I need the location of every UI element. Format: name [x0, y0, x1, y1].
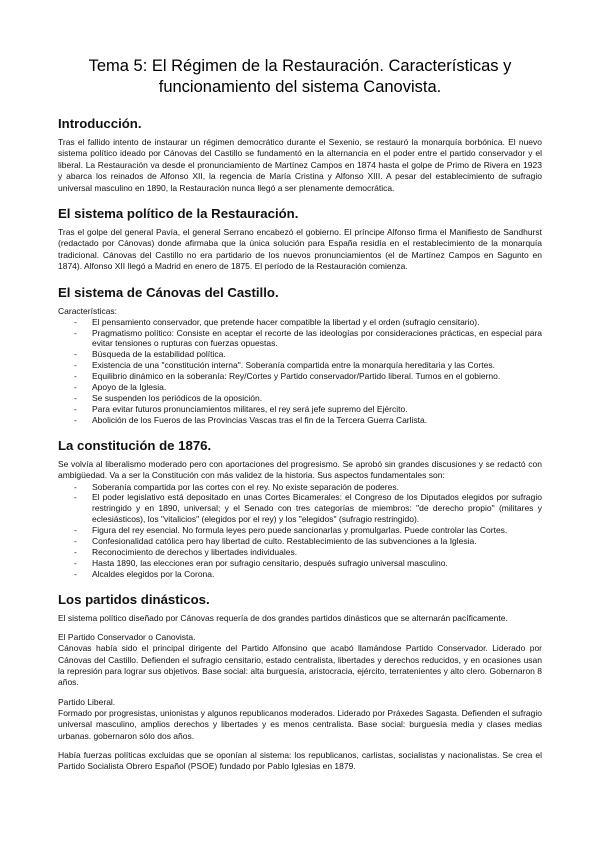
list-item: - El poder legislativo está depositado en unas Cortes Bicamerales: el Congreso de los Diputados elegidos por sufragio restringido y en 1890, universal; y el Senado con tres categorías de miembros: "de derecho propio" (militares y eclesiásticos), los "vitalicios" (elegidos por el rey) y los "elegidos" (sufragio restringido).: [92, 492, 542, 525]
document-title: Tema 5: El Régimen de la Restauración. Características y funcionamiento del sistema Canovista.: [88, 57, 512, 96]
partido-conservador-label: El Partido Conservador o Canovista.: [58, 632, 196, 643]
list-item: - Para evitar futuros pronunciamientos militares, el rey será jefe supremo del Ejército.: [92, 404, 542, 415]
list-item: - Confesionalidad católica pero hay libertad de culto. Restablecimiento de las subvenciones a la Iglesia.: [92, 536, 542, 547]
list-item: - El pensamiento conservador, que pretende hacer compatible la libertad y el orden (sufragio censitario).: [92, 317, 542, 328]
section-sistema-politico: [58, 206, 542, 273]
heading-introduccion: Introducción.: [58, 116, 142, 131]
paragraph-constitucion: Se volvía al liberalismo moderado pero con aportaciones del progresismo. Se aprobó sin grandes discusiones y se redactó con ambigüedad. Va a ser la Constitución con más validez de la historia. Sus aspectos fundamentales son:: [58, 458, 542, 481]
paragraph-introduccion: Tras el fallido intento de instaurar un régimen democrático durante el Sexenio, se restauró la monarquía borbónica. El nuevo sistema político ideado por Cánovas del Castillo se fundamentó en la alternancia en el poder entre el partido conservador y el liberal. La Restauración va desde el pronunciamiento de Martínez Campos en 1874 hasta el golpe de Primo de Rivera en 1923 y abarca los reinados de Alfonso XII, la regencia de María Cristina y Alfonso XIII. A pesar del establecimiento de sufragio universal masculino en 1890, la Restauración nunca llegó a ser plenamente democrática.: [58, 137, 542, 193]
list-item: - Soberanía compartida por las cortes con el rey. No existe separación de poderes.: [92, 482, 542, 493]
paragraph-partidos-intro: El sistema político diseñado por Cánovas requería de dos grandes partidos dinásticos que se alternarán pacíficamente.: [58, 612, 508, 623]
section-introduccion: [58, 116, 542, 194]
list-item: - Pragmatismo político: Consiste en aceptar el recorte de las ideologías por consideraciones prácticas, en especial para evitar tensiones o rupturas con fuerzas opuestas.: [92, 328, 542, 350]
list-item: - Apoyo de la Iglesia.: [92, 382, 542, 393]
heading-sistema-canovas: El sistema de Cánovas del Castillo.: [58, 284, 279, 300]
list-item: - Existencia de una "constitución interna". Soberanía compartida entre la monarquía hereditaria y las Cortes.: [92, 360, 542, 371]
partido-liberal-label: Partido Liberal.: [58, 696, 116, 707]
list-item: - Equilibrio dinámico en la soberanía: Rey/Cortes y Partido conservador/Partido liberal. Turnos en el gobierno.: [92, 371, 542, 382]
list-item: - Búsqueda de la estabilidad política.: [92, 349, 542, 360]
list-item: - Se suspenden los periódicos de la oposición.: [92, 393, 542, 404]
section-sistema-canovas: [58, 285, 542, 426]
list-item: - Alcaldes elegidos por la Corona.: [92, 569, 542, 580]
heading-constitucion: La constitución de 1876.: [58, 437, 212, 453]
paragraph-partido-liberal: Formado por progresistas, unionistas y algunos republicanos moderados. Liderado por Práxedes Sagasta. Defienden el sufragio universal masculino, amplios derechos y libertades y es menos centralista. Base social: burguesía media y clases medias urbanas. gobernaron sólo dos años.: [58, 707, 542, 741]
list-item: - Hasta 1890, las elecciones eran por sufragio censitario, después sufragio universal masculino.: [92, 558, 542, 569]
list-item: - Reconocimiento de derechos y libertades individuales.: [92, 547, 542, 558]
constitucion-list: [58, 482, 542, 580]
caracteristicas-label: Características:: [58, 305, 118, 316]
paragraph-fuerzas-excluidas: Había fuerzas políticas excluidas que se oponían al sistema: los republicanos, carlistas, socialistas y nacionalistas. Se crea el Partido Socialista Obrero Español (PSOE) fundado por Pablo Iglesias en 1879.: [58, 749, 542, 772]
section-constitucion: [58, 438, 542, 580]
paragraph-sistema-politico: Tras el golpe del general Pavía, el general Serrano encabezó el gobierno. El príncipe Alfonso firma el Manifiesto de Sandhurst (redactado por Cánovas) donde afirmaba que la única solución para España residía en el restablecimiento de la monarquía tradicional. Cánovas del Castillo no era partidario de los nuevos pronunciamientos (el de Martínez Campos en Sagunto en 1874). Alfonso XII llegó a Madrid en enero de 1875. El período de la Restauración comienza.: [58, 227, 542, 272]
heading-sistema-politico: El sistema político de la Restauración.: [58, 206, 299, 222]
paragraph-partido-conservador: Cánovas había sido el principal dirigente del Partido Alfonsino que acabó llamándose Partido Conservador. Liderado por Cánovas del Castillo. Defienden el sufragio censitario, estado centralista, libertades y derechos reducidos, y en ocasiones usan la represión para lograr sus objetivos. Base social: alta burguesía, aristocracia, ejército, terratenientes y alto clero. Gobernaron 8 años.: [58, 643, 542, 688]
caracteristicas-list: [58, 317, 542, 426]
heading-partidos: Los partidos dinásticos.: [58, 591, 210, 607]
section-partidos: [58, 592, 542, 773]
list-item: - Abolición de los Fueros de las Provincias Vascas tras el fin de la Tercera Guerra Carlista.: [92, 415, 542, 426]
list-item: - Figura del rey esencial. No formula leyes pero puede sancionarlas y promulgarlas. Puede controlar las Cortes.: [92, 525, 542, 536]
